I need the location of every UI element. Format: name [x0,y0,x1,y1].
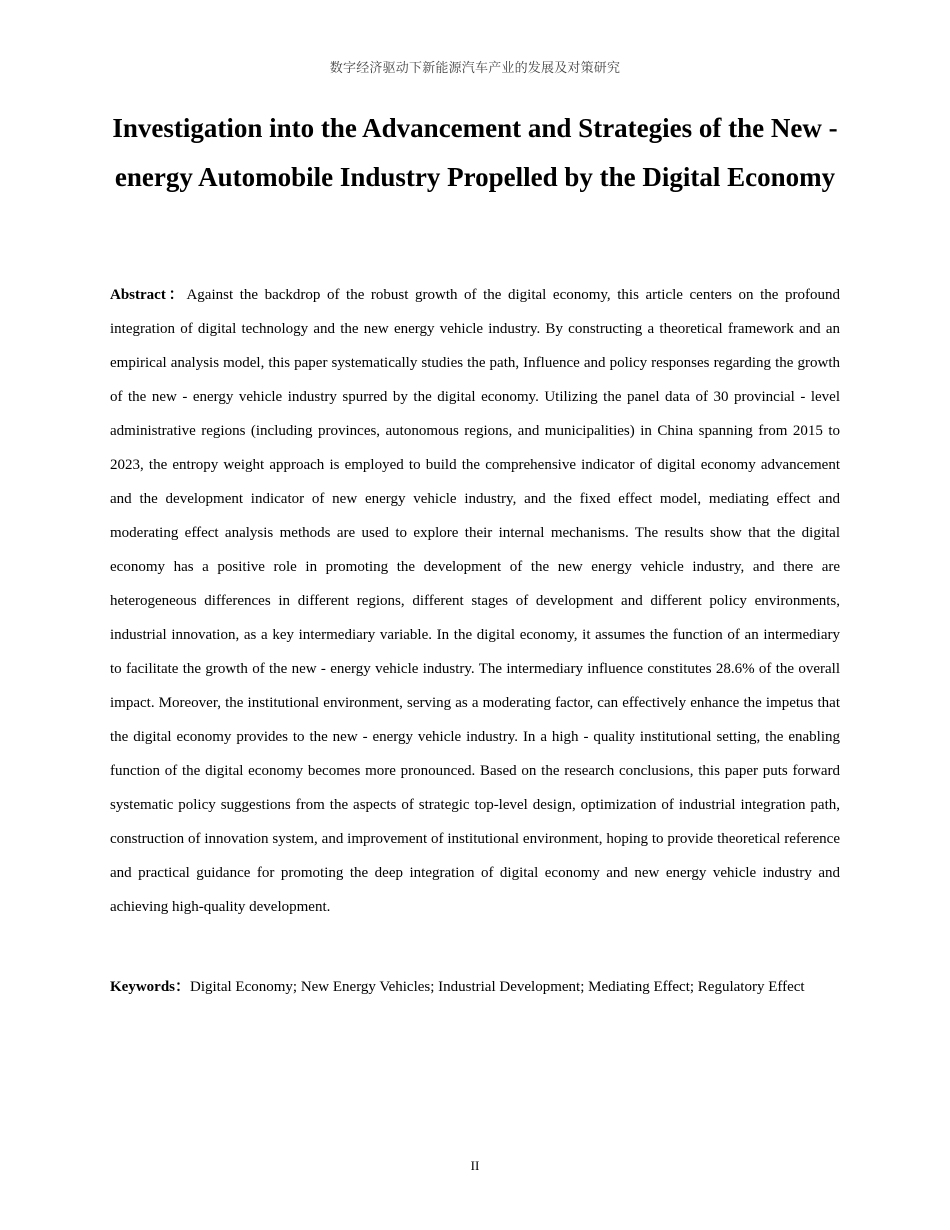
keywords-paragraph [110,970,840,1004]
keywords-label: Keywords： [110,979,190,995]
keywords-text: Digital Economy; New Energy Vehicles; Industrial Development; Mediating Effect; Regulatory Effect [190,979,805,995]
running-header: 数字经济驱动下新能源汽车产业的发展及对策研究 [329,61,621,76]
abstract-text: Against the backdrop of the robust growth of the digital economy, this article centers on the profound integration of digital technology and the new energy vehicle industry. By constructing a theoretical framework and an empirical analysis model, this paper systematically studies the path, Influence and policy responses regarding the growth of the new - energy vehicle industry spurred by the digital economy. Utilizing the panel data of 30 provincial - level administrative regions (including provinces, autonomous regions, and municipalities) in China spanning from 2015 to 2023, the entropy weight approach is employed to build the comprehensive indicator of digital economy advancement and the development indicator of new energy vehicle industry, and the fixed effect model, mediating effect and moderating effect analysis methods are used to explore their internal mechanisms. The results show that the digital economy has a positive role in promoting the development of the new energy vehicle industry, and there are heterogeneous differences in different regions, different stages of development and different policy environments, industrial innovation, as a key intermediary variable. In the digital economy, it assumes the function of an intermediary to facilitate the growth of the new - energy vehicle industry. The intermediary influence constitutes 28.6% of the overall impact. Moreover, the institutional environment, serving as a moderating factor, can effectively enhance the impetus that the digital economy provides to the new - energy vehicle industry. In a high - quality institutional setting, the enabling function of the digital economy becomes more pronounced. Based on the research conclusions, this paper puts forward systematic policy suggestions from the aspects of strategic top-level design, optimization of industrial integration path, construction of innovation system, and improvement of institutional environment, hoping to provide theoretical reference and practical guidance for promoting the deep integration of digital economy and new energy vehicle industry and achieving high-quality development. [110,287,841,915]
paper-title: Investigation into the Advancement and Strategies of the New - energy Automobile Industry Propelled by the Digital Economy [112,113,838,192]
page-number: II [470,1158,480,1173]
abstract-paragraph [110,278,840,924]
abstract-label: Abstract： [110,287,187,303]
